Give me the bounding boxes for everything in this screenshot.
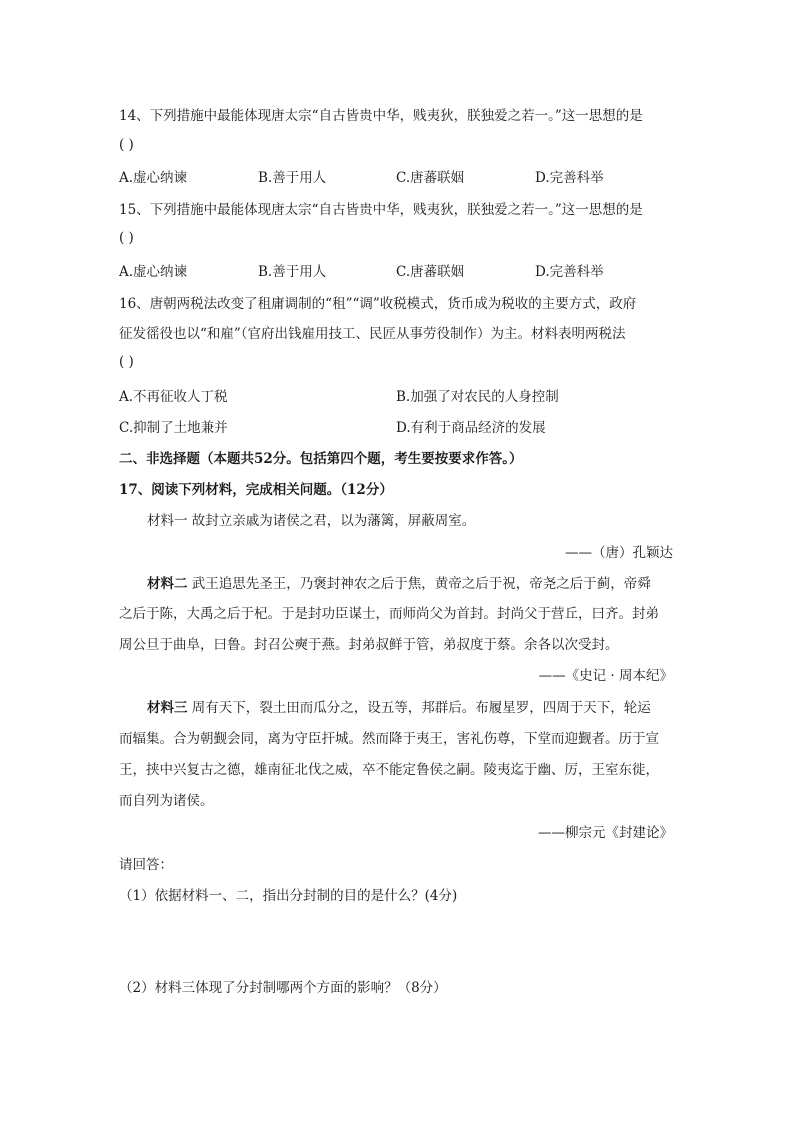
q15-blank: ( )	[119, 230, 134, 246]
material-one-text: 故封立亲戚为诸侯之君，以为藩篱，屏蔽周室。	[191, 513, 476, 529]
q17-material-two-line1	[147, 572, 675, 592]
material-two-source: ——《史记 · 周本纪》	[538, 668, 673, 684]
q14-option-d: D.完善科举	[535, 170, 604, 186]
q17-heading: 17、阅读下列材料，完成相关问题。（12分）	[119, 482, 393, 498]
q17-material-one	[147, 509, 675, 529]
material-two-line3: 周公旦于曲阜，曰鲁。封召公奭于燕。封弟叔鲜于管，弟叔度于蔡。余各以次受封。	[119, 637, 619, 653]
material-two-line2: 之后于陈，大禹之后于杞。于是封功臣谋士，而师尚父为首封。封尚父于营丘，曰齐。封弟	[119, 606, 659, 622]
q14-option-c: C.唐蕃联姻	[396, 170, 465, 186]
q15-option-d: D.完善科举	[535, 264, 604, 280]
material-three-line1-text: 周有天下，裂土田而瓜分之，设五等，邦群后。布履星罗，四周于天下，轮运	[191, 700, 651, 716]
q16-option-a: A.不再征收人丁税	[119, 389, 228, 405]
q14-option-b: B.善于用人	[258, 170, 327, 186]
q17-material-three-line1	[147, 696, 675, 716]
material-three-line2: 而辐集。合为朝觐会同，离为守臣扞城。然而降于夷王，害礼伤尊，下堂而迎觐者。历于宣	[119, 731, 659, 747]
q14-blank: ( )	[119, 137, 134, 153]
q16-option-c: C.抑制了土地兼并	[119, 420, 228, 436]
material-three-label: 材料三	[147, 700, 188, 716]
sub-question-2: （2）材料三体现了分封制哪两个方面的影响？（8分）	[119, 980, 447, 996]
q16-stem-line2: 征发徭役也以“和雇”（官府出钱雇用技工、民匠从事劳役制作）为主。材料表明两税法	[119, 326, 626, 342]
q16-option-b: B.加强了对农民的人身控制	[396, 389, 559, 405]
material-three-line3: 王，挟中兴复古之德，雄南征北伐之威，卒不能定鲁侯之嗣。陵夷迄于幽、厉，王室东徙，	[119, 762, 659, 778]
q15-option-b: B.善于用人	[258, 264, 327, 280]
material-one-source: ——（唐）孔颖达	[565, 545, 673, 561]
q16-stem-line1: 16、唐朝两税法改变了租庸调制的“租”“调”收税模式，货币成为税收的主要方式，政府	[119, 296, 637, 312]
answer-prompt: 请回答：	[119, 857, 173, 873]
q15-stem: 15、下列措施中最能体现唐太宗“自古皆贵中华，贱夷狄，朕独爱之若一。”这一思想的是	[119, 202, 643, 218]
q14-option-a: A.虚心纳谏	[119, 170, 188, 186]
material-two-line1-text: 武王追思先圣王，乃褒封神农之后于焦，黄帝之后于祝，帝尧之后于蓟，帝舜	[191, 576, 651, 592]
material-two-label: 材料二	[147, 576, 188, 592]
material-one-label: 材料一	[147, 513, 188, 529]
q15-option-c: C.唐蕃联姻	[396, 264, 465, 280]
q15-option-a: A.虚心纳谏	[119, 264, 188, 280]
material-three-line4: 而自列为诸侯。	[119, 793, 214, 809]
section-two-heading: 二、非选择题（本题共52分。包括第四个题，考生要按要求作答。）	[119, 451, 523, 467]
q14-stem: 14、下列措施中最能体现唐太宗“自古皆贵中华，贱夷狄，朕独爱之若一。”这一思想的是	[119, 108, 643, 124]
q16-blank: ( )	[119, 354, 134, 370]
q16-option-d: D.有利于商品经济的发展	[396, 420, 546, 436]
material-three-source: ——柳宗元《封建论》	[538, 825, 673, 841]
sub-question-1: （1）依据材料一、二，指出分封制的目的是什么？(4分)	[119, 888, 458, 904]
